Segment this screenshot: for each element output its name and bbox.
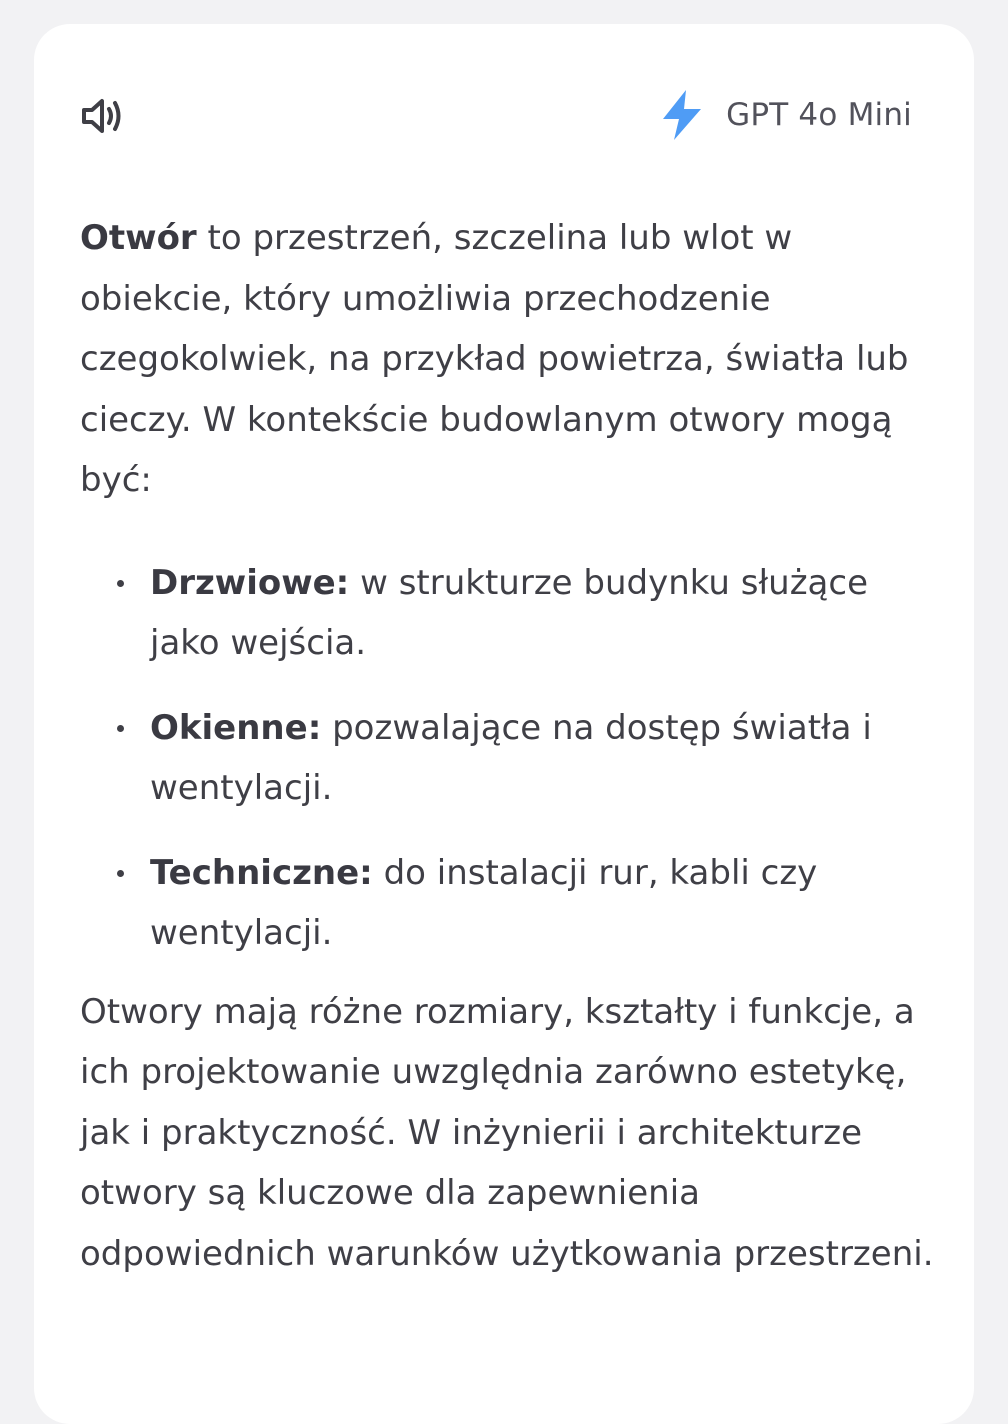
message-header bbox=[34, 24, 974, 204]
list-item-text: do instalacji rur, kabli czy wentylacji. bbox=[150, 852, 818, 953]
opening-types-list bbox=[80, 553, 940, 964]
list-item-text: pozwalające na dostęp światła i wentylacji. bbox=[150, 707, 872, 808]
message-card bbox=[34, 24, 974, 1424]
message-body bbox=[80, 208, 940, 1284]
bullet-icon bbox=[117, 870, 124, 877]
intro-text: to przestrzeń, szczelina lub wlot w obiekcie, który umożliwia przechodzenie czegokolwiek, na przykład powietrza, światła lub cieczy. W kontekście budowlanym otwory mogą być: bbox=[80, 218, 909, 500]
list-item-term: Techniczne: bbox=[150, 852, 373, 893]
bullet-icon bbox=[117, 725, 124, 732]
outro-paragraph: Otwory mają różne rozmiary, kształty i funkcje, a ich projektowanie uwzględnia zarówno estetykę, jak i praktyczność. W inżynierii i architekturze otwory są kluczowe dla zapewnienia odpowiednich warunków użytkowania przestrzeni. bbox=[80, 991, 934, 1274]
model-name: GPT 4o Mini bbox=[726, 97, 912, 133]
list-item bbox=[80, 553, 940, 674]
speaker-icon[interactable] bbox=[80, 96, 126, 136]
intro-paragraph bbox=[80, 208, 940, 511]
list-item-text: w strukturze budynku służące jako wejścia. bbox=[150, 562, 868, 663]
bullet-icon bbox=[117, 580, 124, 587]
list-item-term: Drzwiowe: bbox=[150, 562, 350, 603]
list-item bbox=[80, 843, 940, 964]
lightning-bolt-icon bbox=[660, 89, 704, 141]
intro-bold-term: Otwór bbox=[80, 218, 197, 258]
list-item-term: Okienne: bbox=[150, 707, 322, 748]
model-badge bbox=[660, 88, 912, 142]
list-item bbox=[80, 698, 940, 819]
